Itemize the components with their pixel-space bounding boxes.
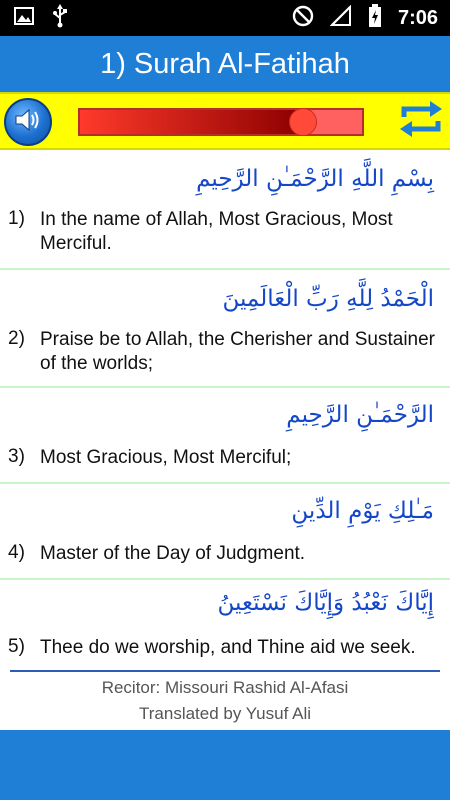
- speaker-button[interactable]: [4, 98, 52, 146]
- verse-arabic: الرَّحْمَـٰنِ الرَّحِيمِ: [286, 402, 434, 428]
- verse-item[interactable]: [0, 580, 450, 670]
- verse-translation: Master of the Day of Judgment.: [40, 543, 306, 564]
- page-title: 1) Surah Al-Fatihah: [100, 47, 350, 80]
- verse-translation: Most Gracious, Most Merciful;: [40, 447, 292, 468]
- verse-arabic: إِيَّاكَ نَعْبُدُ وَإِيَّاكَ نَسْتَعِينُ: [217, 590, 434, 616]
- battery-icon: [368, 4, 382, 33]
- verse-translation: Thee do we worship, and Thine aid we seek.: [40, 637, 416, 658]
- status-bar: [0, 0, 450, 36]
- playback-progress-bar[interactable]: [78, 108, 364, 136]
- verse-number: 1): [8, 208, 25, 229]
- verse-translation: Praise be to Allah, the Cherisher and Sustainer of the worlds;: [40, 329, 436, 374]
- header: [0, 36, 450, 92]
- verse-item[interactable]: [0, 150, 450, 270]
- credits: [0, 672, 450, 730]
- do-not-disturb-icon: [292, 5, 314, 32]
- verse-number: 5): [8, 636, 25, 657]
- reciter-credit: Recitor: Missouri Rashid Al-Afasi: [101, 678, 349, 697]
- verse-item[interactable]: [0, 484, 450, 580]
- clock: 7:06: [397, 6, 438, 29]
- verse-arabic: الْحَمْدُ لِلَّهِ رَبِّ الْعَالَمِينَ: [222, 286, 434, 312]
- verse-number: 3): [8, 446, 25, 467]
- translator-credit: Translated by Yusuf Ali: [139, 704, 311, 723]
- verse-item[interactable]: [0, 388, 450, 484]
- verse-item[interactable]: [0, 270, 450, 388]
- signal-icon: [330, 5, 352, 32]
- verse-arabic: بِسْمِ اللَّهِ الرَّحْمَـٰنِ الرَّحِيمِ: [196, 166, 434, 192]
- speaker-icon: [14, 107, 42, 138]
- repeat-icon: [398, 99, 444, 144]
- verse-list[interactable]: [0, 150, 450, 672]
- progress-knob[interactable]: [289, 108, 317, 136]
- verse-number: 4): [8, 542, 25, 563]
- verse-arabic: مَـٰلِكِ يَوْمِ الدِّينِ: [291, 498, 434, 524]
- audio-player: [0, 92, 450, 150]
- verse-number: 2): [8, 328, 25, 349]
- progress-fill: [80, 110, 303, 134]
- bottom-banner: [0, 730, 450, 800]
- verse-translation: In the name of Allah, Most Gracious, Most Merciful.: [40, 209, 393, 254]
- usb-icon: [52, 4, 68, 33]
- image-icon: [14, 7, 34, 30]
- repeat-button[interactable]: [398, 100, 444, 142]
